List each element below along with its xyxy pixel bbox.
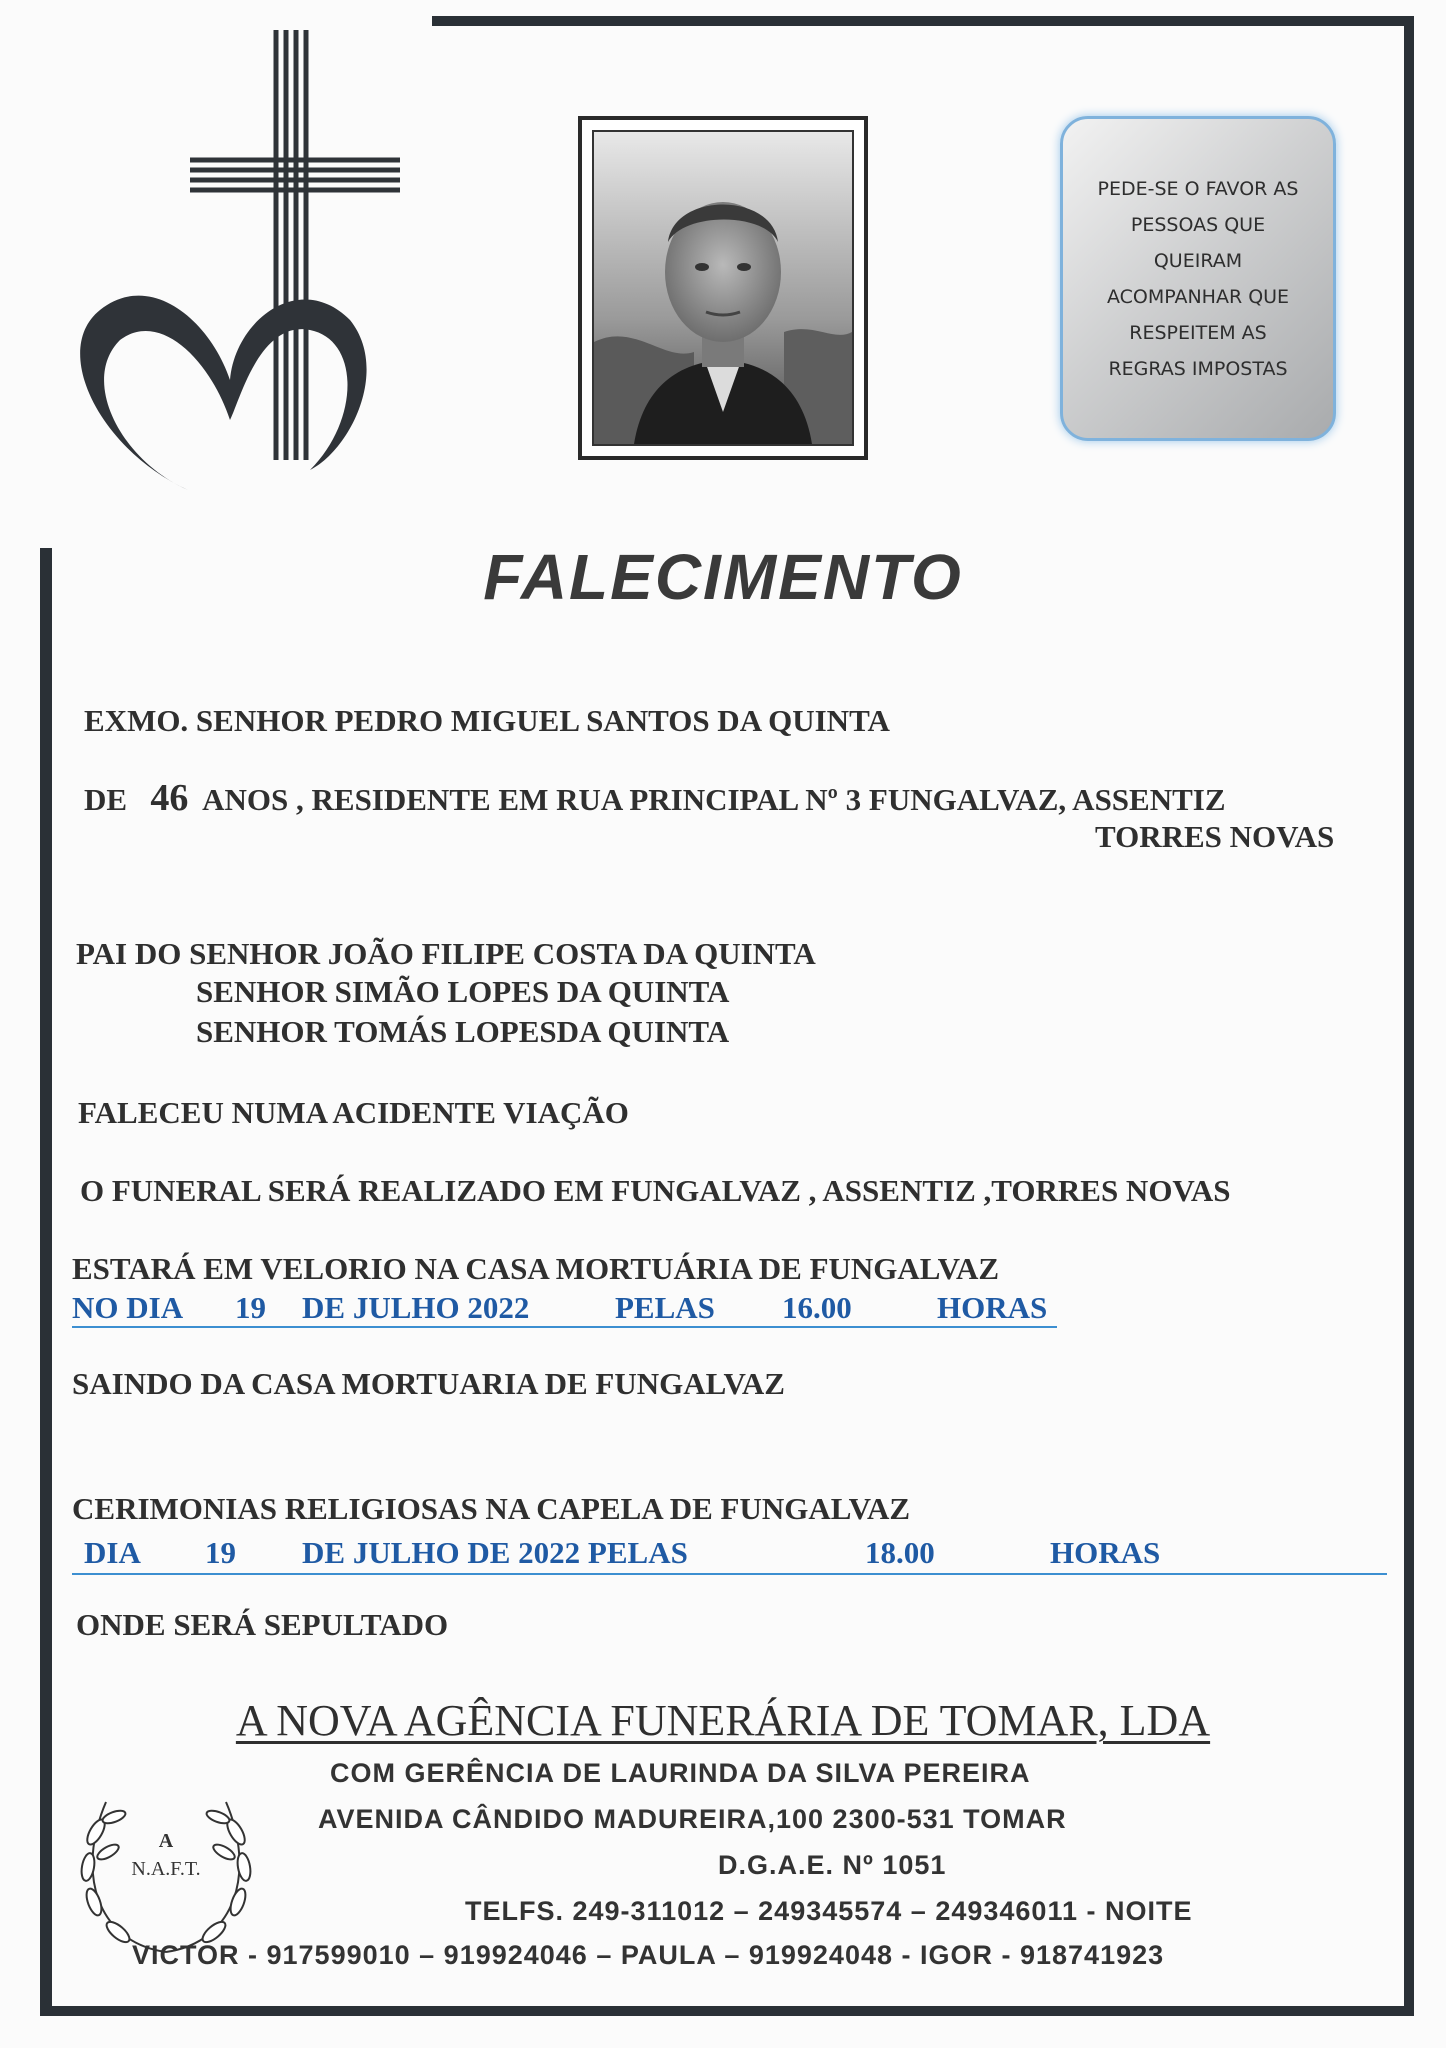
ceremony-month: DE JULHO DE 2022 PELAS [302,1535,688,1570]
notice-line: RESPEITEM AS [1129,321,1267,344]
portrait-photo [592,130,854,446]
frame-left-border [40,548,52,2016]
children-line-2: SENHOR SIMÃO LOPES DA QUINTA [196,974,730,1009]
ceremony-location: CERIMONIAS RELIGIOSAS NA CAPELA DE FUNGALVAZ [72,1491,911,1526]
agency-manager: COM GERÊNCIA DE LAURINDA DA SILVA PEREIRA [330,1758,1031,1788]
agency-mobiles: VICTOR - 917599010 – 919924046 – PAULA – 919924048 - IGOR - 918741923 [132,1940,1165,1970]
funeral-location: O FUNERAL SERÁ REALIZADO EM FUNGALVAZ , ASSENTIZ ,TORRES NOVAS [80,1173,1231,1208]
wake-time: 16.00 [782,1290,852,1325]
wake-pelas: PELAS [615,1290,715,1325]
ceremony-datetime [72,1535,1387,1575]
wake-location: ESTARÁ EM VELORIO NA CASA MORTUÁRIA DE FUNGALVAZ [72,1251,1000,1286]
ceremony-time: 18.00 [865,1535,935,1570]
children-line-3: SENHOR TOMÁS LOPESDA QUINTA [196,1014,730,1049]
notice-box [1060,116,1336,441]
residence-text: ANOS , RESIDENTE EM RUA PRINCIPAL Nº 3 FUNGALVAZ, ASSENTIZ [202,782,1226,817]
agency-address: AVENIDA CÂNDIDO MADUREIRA,100 2300-531 TOMAR [318,1804,1067,1834]
notice-line: PESSOAS QUE [1130,213,1266,236]
wake-day: 19 [235,1290,266,1325]
wake-month: DE JULHO 2022 [302,1290,530,1325]
age-residence-line [84,776,1226,820]
notice-line: REGRAS IMPOSTAS [1108,357,1288,380]
age-value: 46 [150,777,189,819]
ceremony-dia: DIA [84,1535,141,1570]
cause-of-death: FALECEU NUMA ACIDENTE VIAÇÃO [78,1095,629,1130]
logo-text: N.A.F.T. [131,1858,201,1880]
age-prefix: DE [84,782,128,817]
logo-letter: A [158,1830,174,1852]
departure-line: SAINDO DA CASA MORTUARIA DE FUNGALVAZ [72,1366,785,1401]
agency-name: A NOVA AGÊNCIA FUNERÁRIA DE TOMAR, LDA [235,1696,1211,1745]
cross-heart-icon [60,20,400,550]
notice-line: PEDE-SE O FAVOR AS [1097,177,1299,200]
burial-line: ONDE SERÁ SEPULTADO [76,1607,449,1642]
notice-line: ACOMPANHAR QUE [1106,285,1290,308]
ceremony-day: 19 [205,1535,236,1570]
children-line-1: PAI DO SENHOR JOÃO FILIPE COSTA DA QUINTA [76,936,816,971]
agency-dgae: D.G.A.E. Nº 1051 [718,1850,947,1880]
deceased-name: EXMO. SENHOR PEDRO MIGUEL SANTOS DA QUINTA [84,703,890,738]
portrait-image-icon [594,132,852,444]
page-title: FALECIMENTO [483,541,963,613]
agency-phones: TELFS. 249-311012 – 249345574 – 249346011 - NOITE [465,1896,1193,1926]
portrait-photo-frame [578,116,868,460]
wake-no-dia: NO DIA [72,1290,184,1325]
notice-line: QUEIRAM [1153,249,1243,272]
residence-continuation: TORRES NOVAS [1095,819,1335,854]
wake-horas: HORAS [937,1290,1048,1325]
frame-bottom-border [40,2006,1414,2016]
frame-top-border [432,16,1412,26]
ceremony-horas: HORAS [1050,1535,1161,1570]
wake-datetime [72,1290,1057,1328]
